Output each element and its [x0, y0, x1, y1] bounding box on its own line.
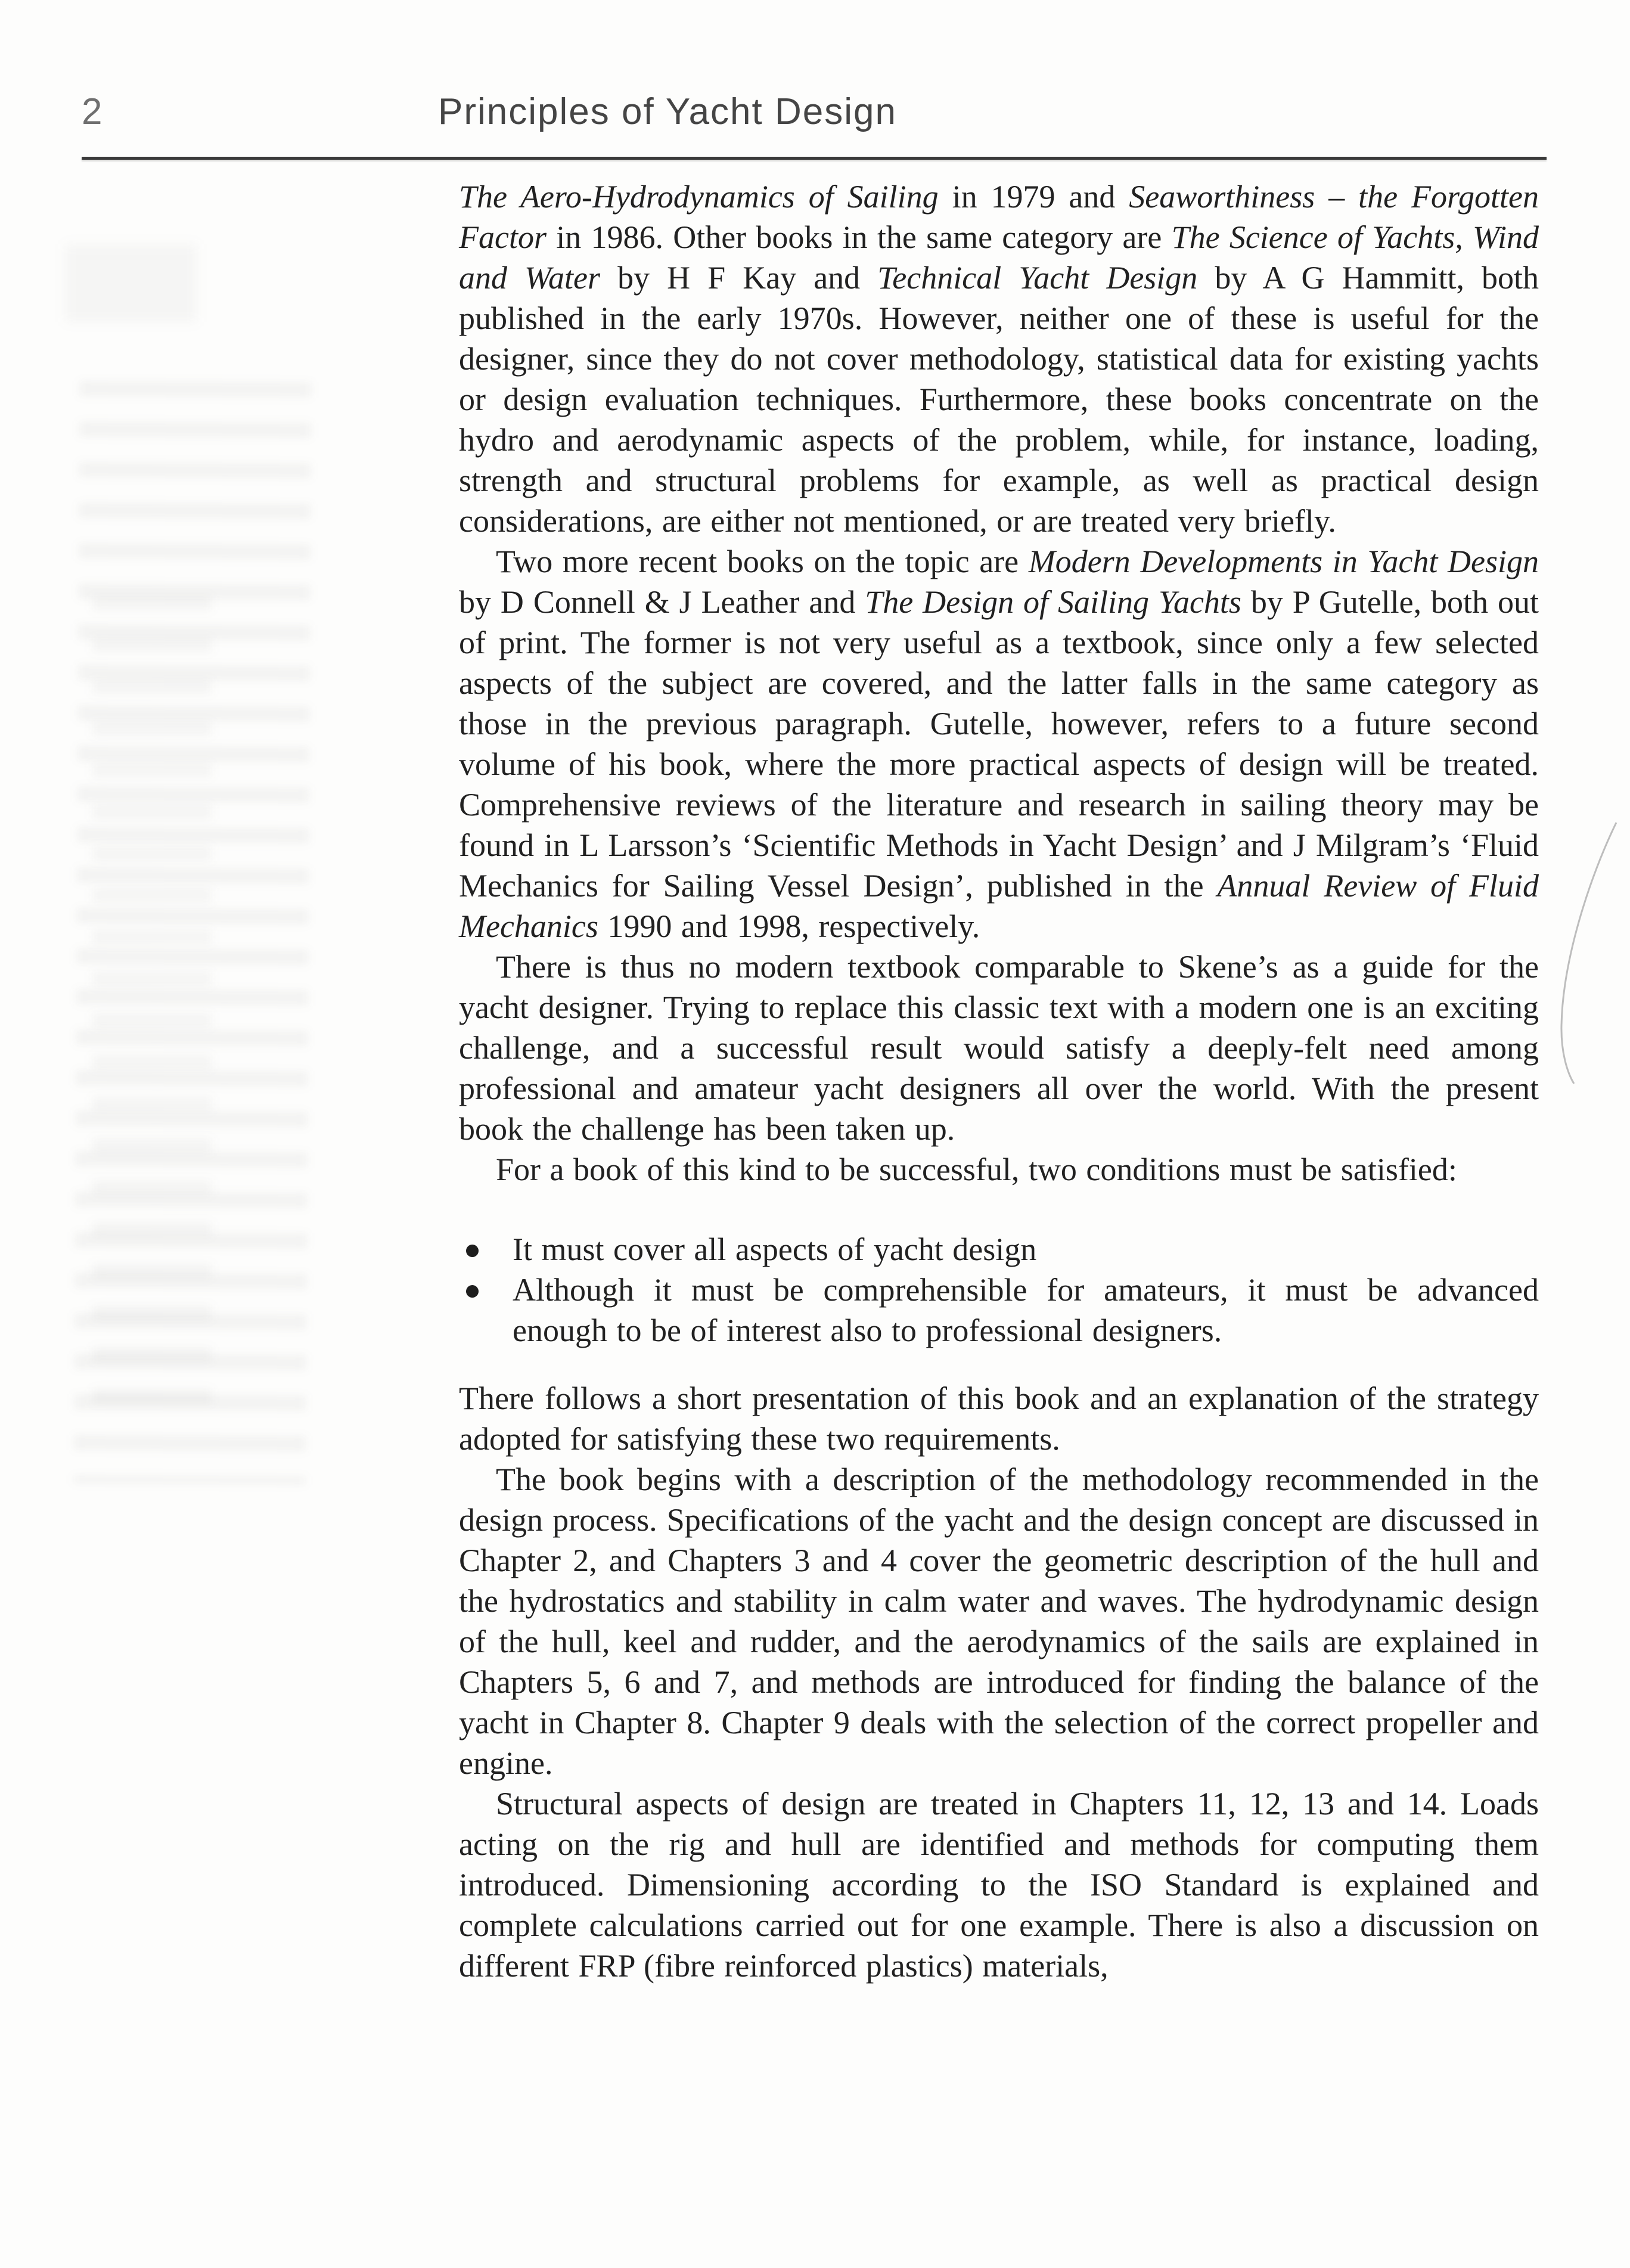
text-segment: in 1979 and [938, 179, 1129, 215]
text-segment: Modern Developments in Yacht Design [1028, 544, 1539, 579]
body-paragraph [459, 1149, 1539, 1190]
text-segment: There follows a short presentation of this book and an explanation of the strategy adopted for satisfying these two requirements. [459, 1380, 1539, 1457]
bleed-through-text [73, 381, 312, 1485]
bullet-dot-icon [466, 1285, 479, 1298]
bullet-text [513, 1229, 1539, 1270]
text-segment: There is thus no modern textbook comparable to Skene’s as a guide for the yacht designer. Trying to replace this classic text with a modern one is an exciting challenge, and a successful result would satisfy a deeply-felt need among professional and amateur yacht designers all over the world. With the present book the challenge has been taken up. [459, 949, 1539, 1147]
body-paragraph [459, 1783, 1539, 1986]
bleed-through-smudge [66, 244, 197, 322]
text-segment: It must cover all aspects of yacht design [513, 1231, 1037, 1267]
bullet-item [459, 1270, 1539, 1351]
page-number: 2 [82, 91, 103, 132]
text-segment: The Design of Sailing Yachts [865, 584, 1241, 620]
bullet-list [459, 1229, 1539, 1351]
text-segment: Technical Yacht Design [877, 260, 1198, 296]
bullet-text [513, 1270, 1539, 1351]
running-header-title: Principles of Yacht Design [438, 91, 897, 132]
body-paragraph [459, 1378, 1539, 1459]
text-segment: Annual Review of Fluid Mechanics [459, 868, 1539, 944]
text-segment: by A G Hammitt, both published in the early 1970s. However, neither one of these is useful for the designer, since they do not cover methodology, statistical data for existing yachts or design evaluation techniques. Furthermore, these books concentrate on the hydro and aerodynamic aspects of the problem, while, for instance, loading, strength and structural problems for example, as well as practical design considerations, are either not mentioned, or are treated very briefly. [459, 260, 1539, 539]
text-segment: Seaworthiness – the Forgotten Factor [459, 179, 1539, 255]
text-segment: by H F Kay and [600, 260, 878, 296]
text-segment: by D Connell & J Leather and [459, 584, 865, 620]
text-segment: The Aero-Hydrodynamics of Sailing [459, 179, 939, 215]
text-segment: by P Gutelle, both out of print. The former is not very useful as a textbook, since only a few selected aspects of the subject are covered, and the latter falls in the same category as those in the previous paragraph. Gutelle, however, refers to a future second volume of his book, where the more practical aspects of design will be treated. Comprehensive reviews of the literature and research in sailing theory may be found in L Larsson’s ‘Scientific Methods in Yacht Design’ and J Milgram’s ‘Fluid Mechanics for Sailing Vessel Design’, published in the [459, 584, 1539, 904]
text-segment: 1990 and 1998, respectively. [598, 908, 980, 944]
bleed-through-text [92, 596, 212, 1419]
body-paragraph [459, 541, 1539, 947]
text-segment: Two more recent books on the topic are [496, 544, 1029, 579]
text-segment: The book begins with a description of the methodology recommended in the design process. Specifications of the yacht and the design concept are discussed in Chapter 2, and Chapters 3 and 4 cover the geometric description of the hull and the hydrostatics and stability in calm water and waves. The hydrodynamic design of the hull, keel and rudder, and the aerodynamics of the sails are explained in Chapters 5, 6 and 7, and methods are introduced for finding the balance of the yacht in Chapter 8. Chapter 9 deals with the selection of the correct propeller and engine. [459, 1462, 1539, 1781]
text-segment: Although it must be comprehensible for amateurs, it must be advanced enough to be of interest also to professional designers. [513, 1272, 1539, 1348]
header-rule [82, 157, 1547, 160]
bullet-item [459, 1229, 1539, 1270]
text-segment: The Science of Yachts, Wind and Water [459, 219, 1539, 296]
body-text [459, 176, 1539, 1986]
text-segment: For a book of this kind to be successful, two conditions must be satisfied: [496, 1152, 1457, 1187]
text-segment: Structural aspects of design are treated in Chapters 11, 12, 13 and 14. Loads acting on the rig and hull are identified and methods for computing them introduced. Dimensioning according to the ISO Standard is explained and complete calculations carried out for one example. There is also a discussion on different FRP (fibre reinforced plastics) materials, [459, 1786, 1539, 1984]
body-paragraph [459, 947, 1539, 1149]
body-paragraph [459, 1459, 1539, 1783]
bullet-dot-icon [466, 1245, 479, 1257]
body-paragraph [459, 176, 1539, 541]
text-segment: in 1986. Other books in the same category are [546, 219, 1172, 255]
